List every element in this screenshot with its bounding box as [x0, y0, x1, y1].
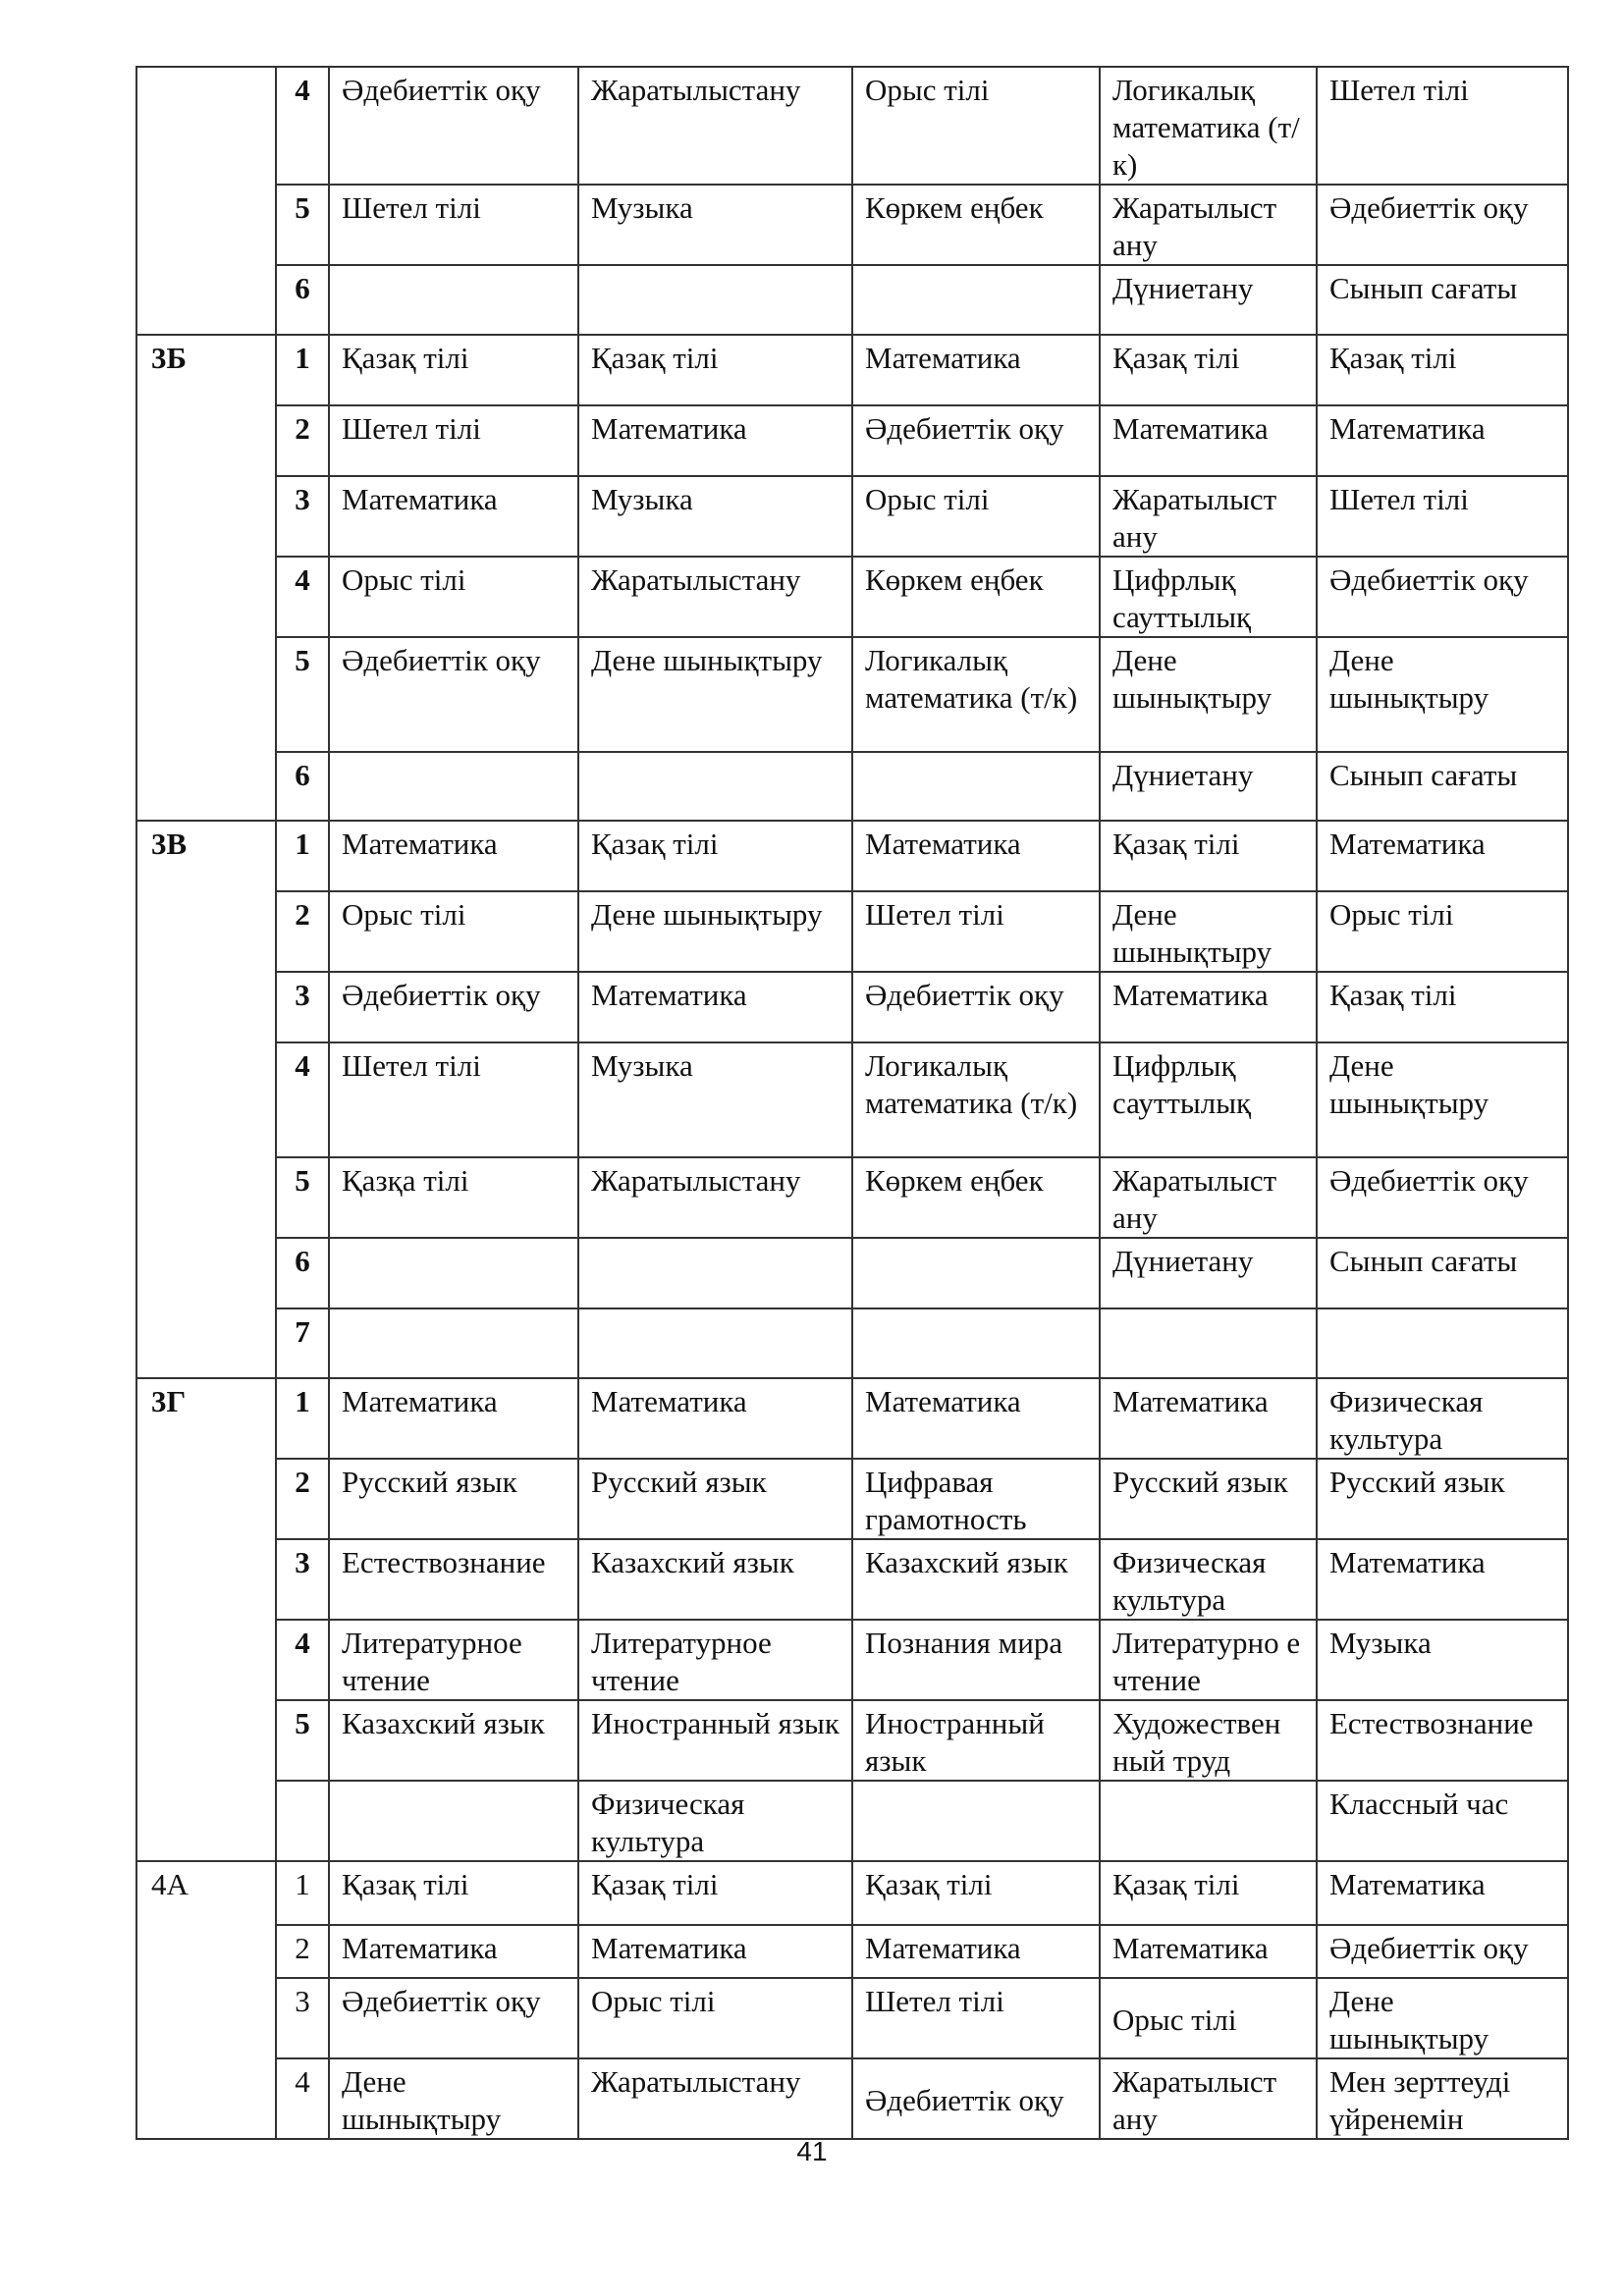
- subject-cell-friday: Шетел тілі: [1317, 67, 1568, 185]
- subject-cell-tuesday: Жаратылыстану: [578, 67, 852, 185]
- table-row: [136, 185, 1568, 265]
- table-row: [136, 1042, 1568, 1157]
- subject-cell-monday: Шетел тілі: [329, 185, 578, 265]
- subject-cell-monday: [329, 1308, 578, 1378]
- lesson-number: 7: [276, 1308, 329, 1378]
- subject-cell-friday: Әдебиеттік оқу: [1317, 557, 1568, 637]
- lesson-number: 6: [276, 1238, 329, 1308]
- table-row: [136, 1539, 1568, 1620]
- subject-cell-wednesday: Логикалық математика (т/к): [852, 637, 1100, 752]
- subject-cell-friday: Естествознание: [1317, 1700, 1568, 1781]
- subject-cell-friday: [1317, 1308, 1568, 1378]
- lesson-number: 2: [276, 1459, 329, 1539]
- table-row: [136, 1378, 1568, 1459]
- subject-cell-tuesday: Математика: [578, 405, 852, 476]
- subject-cell-friday: Физическая культура: [1317, 1378, 1568, 1459]
- subject-cell-wednesday: Цифравая грамотность: [852, 1459, 1100, 1539]
- subject-cell-wednesday: [852, 752, 1100, 821]
- subject-cell-tuesday: Қазақ тілі: [578, 335, 852, 405]
- subject-cell-monday: Шетел тілі: [329, 1042, 578, 1157]
- subject-cell-monday: Әдебиеттік оқу: [329, 637, 578, 752]
- subject-cell-tuesday: Жаратылыстану: [578, 2058, 852, 2139]
- page-number: 41: [796, 2136, 828, 2166]
- subject-cell-wednesday: [852, 1781, 1100, 1861]
- subject-cell-monday: Қазқа тілі: [329, 1157, 578, 1238]
- subject-cell-friday: Әдебиеттік оқу: [1317, 1157, 1568, 1238]
- subject-cell-thursday: [1100, 1308, 1317, 1378]
- subject-cell-thursday: Қазақ тілі: [1100, 335, 1317, 405]
- subject-cell-wednesday: Қазақ тілі: [852, 1861, 1100, 1925]
- table-row: [136, 557, 1568, 637]
- subject-cell-wednesday: Шетел тілі: [852, 1978, 1100, 2058]
- timetable-body: [136, 67, 1568, 2139]
- class-label: 3Г: [136, 1378, 276, 1861]
- subject-cell-thursday: Дене шынықтыру: [1100, 637, 1317, 752]
- class-label: 3Б: [136, 335, 276, 821]
- subject-cell-tuesday: Русский язык: [578, 1459, 852, 1539]
- subject-cell-friday: Сынып сағаты: [1317, 752, 1568, 821]
- table-row: [136, 335, 1568, 405]
- subject-cell-friday: Русский язык: [1317, 1459, 1568, 1539]
- subject-cell-thursday: Литературно е чтение: [1100, 1620, 1317, 1700]
- lesson-number: 2: [276, 1925, 329, 1978]
- subject-cell-monday: Әдебиеттік оқу: [329, 1978, 578, 2058]
- lesson-number: 5: [276, 185, 329, 265]
- subject-cell-wednesday: Математика: [852, 335, 1100, 405]
- subject-cell-thursday: Математика: [1100, 972, 1317, 1042]
- subject-cell-monday: [329, 265, 578, 335]
- lesson-number: 5: [276, 1700, 329, 1781]
- subject-cell-thursday: Дене шынықтыру: [1100, 891, 1317, 972]
- subject-cell-wednesday: Шетел тілі: [852, 891, 1100, 972]
- table-row: [136, 476, 1568, 557]
- table-row: [136, 1238, 1568, 1308]
- table-row: [136, 405, 1568, 476]
- subject-cell-thursday: Дүниетану: [1100, 265, 1317, 335]
- subject-cell-thursday: Математика: [1100, 1378, 1317, 1459]
- lesson-number: [276, 1781, 329, 1861]
- subject-cell-thursday: Қазақ тілі: [1100, 1861, 1317, 1925]
- subject-cell-tuesday: Математика: [578, 972, 852, 1042]
- lesson-number: 5: [276, 1157, 329, 1238]
- subject-cell-friday: Мен зерттеуді үйренемін: [1317, 2058, 1568, 2139]
- table-row: [136, 752, 1568, 821]
- lesson-number: 3: [276, 1539, 329, 1620]
- lesson-number: 5: [276, 637, 329, 752]
- subject-cell-tuesday: Дене шынықтыру: [578, 637, 852, 752]
- subject-cell-tuesday: Қазақ тілі: [578, 821, 852, 891]
- subject-cell-monday: Әдебиеттік оқу: [329, 972, 578, 1042]
- table-row: [136, 1459, 1568, 1539]
- subject-cell-tuesday: [578, 752, 852, 821]
- subject-cell-tuesday: Музыка: [578, 476, 852, 557]
- subject-cell-monday: Қазақ тілі: [329, 335, 578, 405]
- subject-cell-wednesday: [852, 1308, 1100, 1378]
- subject-cell-monday: Қазақ тілі: [329, 1861, 578, 1925]
- subject-cell-friday: Әдебиеттік оқу: [1317, 1925, 1568, 1978]
- subject-cell-friday: Дене шынықтыру: [1317, 1978, 1568, 2058]
- subject-cell-tuesday: Орыс тілі: [578, 1978, 852, 2058]
- table-row: [136, 67, 1568, 185]
- subject-cell-thursday: [1100, 1781, 1317, 1861]
- table-row: [136, 1157, 1568, 1238]
- lesson-number: 4: [276, 1620, 329, 1700]
- subject-cell-monday: Литературное чтение: [329, 1620, 578, 1700]
- subject-cell-wednesday: Иностранный язык: [852, 1700, 1100, 1781]
- table-row: [136, 1925, 1568, 1978]
- table-row: [136, 2058, 1568, 2139]
- subject-cell-thursday: Цифрлық сауттылық: [1100, 557, 1317, 637]
- subject-cell-friday: Математика: [1317, 1539, 1568, 1620]
- table-row: [136, 972, 1568, 1042]
- lesson-number: 6: [276, 265, 329, 335]
- class-label: 4А: [136, 1861, 276, 2139]
- subject-cell-monday: Орыс тілі: [329, 557, 578, 637]
- subject-cell-monday: Математика: [329, 476, 578, 557]
- subject-cell-monday: Шетел тілі: [329, 405, 578, 476]
- subject-cell-tuesday: Қазақ тілі: [578, 1861, 852, 1925]
- subject-cell-thursday: Орыс тілі: [1100, 1978, 1317, 2058]
- subject-cell-monday: Русский язык: [329, 1459, 578, 1539]
- subject-cell-friday: Сынып сағаты: [1317, 265, 1568, 335]
- lesson-number: 4: [276, 67, 329, 185]
- subject-cell-friday: Шетел тілі: [1317, 476, 1568, 557]
- subject-cell-thursday: Жаратылыст ану: [1100, 476, 1317, 557]
- subject-cell-thursday: Физическая культура: [1100, 1539, 1317, 1620]
- subject-cell-thursday: Цифрлық сауттылық: [1100, 1042, 1317, 1157]
- subject-cell-thursday: Художествен ный труд: [1100, 1700, 1317, 1781]
- subject-cell-friday: Қазақ тілі: [1317, 972, 1568, 1042]
- subject-cell-wednesday: Көркем еңбек: [852, 557, 1100, 637]
- subject-cell-monday: [329, 752, 578, 821]
- subject-cell-friday: Математика: [1317, 821, 1568, 891]
- lesson-number: 2: [276, 405, 329, 476]
- subject-cell-tuesday: Литературное чтение: [578, 1620, 852, 1700]
- subject-cell-tuesday: Физическая культура: [578, 1781, 852, 1861]
- table-row: [136, 1308, 1568, 1378]
- subject-cell-monday: Естествознание: [329, 1539, 578, 1620]
- subject-cell-monday: [329, 1238, 578, 1308]
- subject-cell-thursday: Жаратылыст ану: [1100, 1157, 1317, 1238]
- subject-cell-wednesday: Математика: [852, 1925, 1100, 1978]
- subject-cell-tuesday: Казахский язык: [578, 1539, 852, 1620]
- subject-cell-monday: Дене шынықтыру: [329, 2058, 578, 2139]
- class-label: 3В: [136, 821, 276, 1378]
- subject-cell-wednesday: Әдебиеттік оқу: [852, 972, 1100, 1042]
- lesson-number: 3: [276, 972, 329, 1042]
- subject-cell-friday: Қазақ тілі: [1317, 335, 1568, 405]
- subject-cell-wednesday: Математика: [852, 1378, 1100, 1459]
- table-row: [136, 1978, 1568, 2058]
- subject-cell-wednesday: [852, 265, 1100, 335]
- subject-cell-tuesday: [578, 1238, 852, 1308]
- subject-cell-friday: Дене шынықтыру: [1317, 1042, 1568, 1157]
- subject-cell-tuesday: Дене шынықтыру: [578, 891, 852, 972]
- subject-cell-thursday: Логикалық математика (т/к): [1100, 67, 1317, 185]
- subject-cell-friday: Классный час: [1317, 1781, 1568, 1861]
- subject-cell-wednesday: Орыс тілі: [852, 476, 1100, 557]
- subject-cell-monday: Әдебиеттік оқу: [329, 67, 578, 185]
- subject-cell-monday: [329, 1781, 578, 1861]
- subject-cell-tuesday: [578, 1308, 852, 1378]
- subject-cell-tuesday: Математика: [578, 1378, 852, 1459]
- subject-cell-wednesday: Әдебиеттік оқу: [852, 2058, 1100, 2139]
- subject-cell-friday: Математика: [1317, 405, 1568, 476]
- table-row: [136, 265, 1568, 335]
- subject-cell-thursday: Дүниетану: [1100, 1238, 1317, 1308]
- subject-cell-wednesday: Познания мира: [852, 1620, 1100, 1700]
- table-row: [136, 821, 1568, 891]
- subject-cell-monday: Математика: [329, 821, 578, 891]
- subject-cell-tuesday: Музыка: [578, 185, 852, 265]
- subject-cell-friday: Музыка: [1317, 1620, 1568, 1700]
- subject-cell-tuesday: Жаратылыстану: [578, 557, 852, 637]
- lesson-number: 1: [276, 1861, 329, 1925]
- subject-cell-tuesday: [578, 265, 852, 335]
- table-row: [136, 637, 1568, 752]
- subject-cell-monday: Математика: [329, 1378, 578, 1459]
- subject-cell-friday: Әдебиеттік оқу: [1317, 185, 1568, 265]
- subject-cell-wednesday: Математика: [852, 821, 1100, 891]
- table-row: [136, 1700, 1568, 1781]
- subject-cell-thursday: Қазақ тілі: [1100, 821, 1317, 891]
- subject-cell-tuesday: Жаратылыстану: [578, 1157, 852, 1238]
- subject-cell-wednesday: Казахский язык: [852, 1539, 1100, 1620]
- subject-cell-wednesday: Әдебиеттік оқу: [852, 405, 1100, 476]
- timetable: [135, 66, 1569, 2140]
- lesson-number: 6: [276, 752, 329, 821]
- lesson-number: 4: [276, 1042, 329, 1157]
- subject-cell-monday: Математика: [329, 1925, 578, 1978]
- subject-cell-monday: Орыс тілі: [329, 891, 578, 972]
- table-row: [136, 1620, 1568, 1700]
- subject-cell-thursday: Жаратылыст ану: [1100, 185, 1317, 265]
- subject-cell-thursday: Математика: [1100, 405, 1317, 476]
- lesson-number: 1: [276, 335, 329, 405]
- subject-cell-thursday: Математика: [1100, 1925, 1317, 1978]
- subject-cell-tuesday: Музыка: [578, 1042, 852, 1157]
- subject-cell-friday: Математика: [1317, 1861, 1568, 1925]
- lesson-number: 2: [276, 891, 329, 972]
- subject-cell-wednesday: Көркем еңбек: [852, 185, 1100, 265]
- lesson-number: 3: [276, 476, 329, 557]
- lesson-number: 4: [276, 2058, 329, 2139]
- subject-cell-tuesday: Иностранный язык: [578, 1700, 852, 1781]
- lesson-number: 1: [276, 1378, 329, 1459]
- table-row: [136, 1861, 1568, 1925]
- subject-cell-friday: Орыс тілі: [1317, 891, 1568, 972]
- subject-cell-friday: Дене шынықтыру: [1317, 637, 1568, 752]
- subject-cell-monday: Казахский язык: [329, 1700, 578, 1781]
- subject-cell-wednesday: Логикалық математика (т/к): [852, 1042, 1100, 1157]
- class-label: [136, 67, 276, 335]
- lesson-number: 4: [276, 557, 329, 637]
- subject-cell-wednesday: Орыс тілі: [852, 67, 1100, 185]
- subject-cell-wednesday: Көркем еңбек: [852, 1157, 1100, 1238]
- lesson-number: 3: [276, 1978, 329, 2058]
- subject-cell-tuesday: Математика: [578, 1925, 852, 1978]
- subject-cell-wednesday: [852, 1238, 1100, 1308]
- lesson-number: 1: [276, 821, 329, 891]
- subject-cell-thursday: Дүниетану: [1100, 752, 1317, 821]
- table-row: [136, 1781, 1568, 1861]
- subject-cell-friday: Сынып сағаты: [1317, 1238, 1568, 1308]
- table-row: [136, 891, 1568, 972]
- subject-cell-thursday: Русский язык: [1100, 1459, 1317, 1539]
- subject-cell-thursday: Жаратылыст ану: [1100, 2058, 1317, 2139]
